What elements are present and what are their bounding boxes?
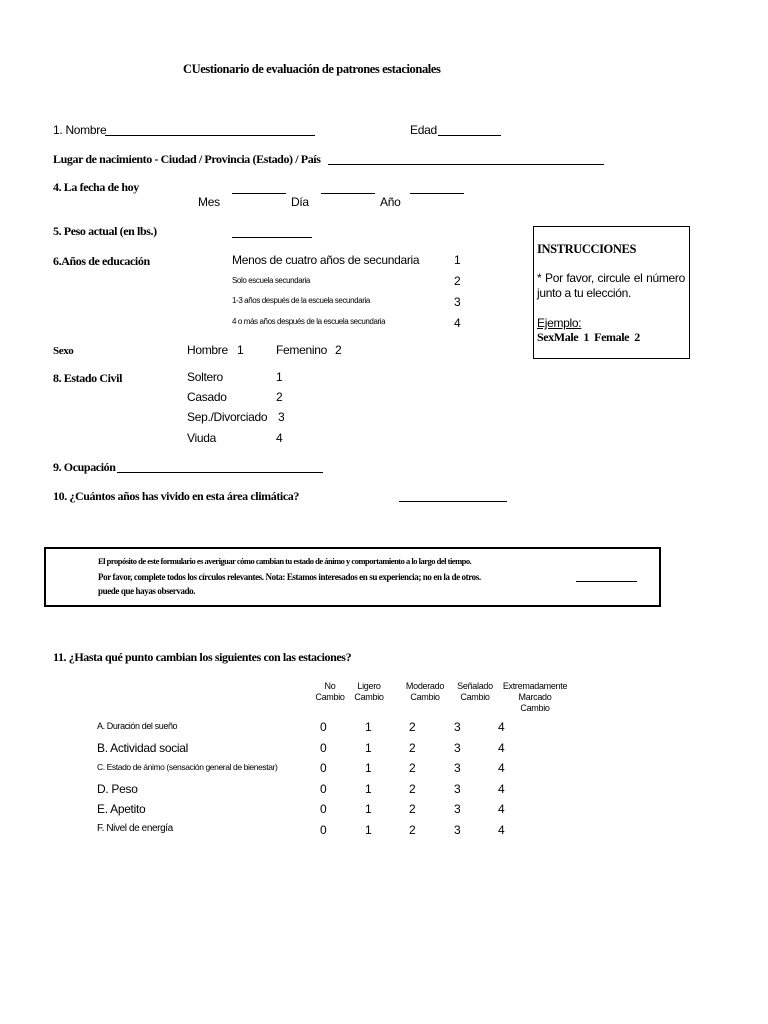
scale-value[interactable]: 3 [454,761,461,775]
scale-header-line: Cambio [410,692,440,702]
anios-area-label: 10. ¿Cuántos años has vivido en esta área climática? [53,489,299,503]
nombre-label: 1. Nombre [53,123,107,137]
item-label: A. Duración del sueño [97,721,178,731]
sex-option-label: Hombre [187,343,228,357]
dia-field[interactable] [321,193,375,194]
scale-header-line: Cambio [315,692,345,702]
edad-field[interactable] [438,135,501,136]
education-option-value[interactable]: 1 [454,253,461,267]
scale-header-line: Marcado [518,692,552,702]
peso-field[interactable] [232,237,312,238]
purpose-field[interactable] [576,581,637,582]
civil-option-label: Casado [187,390,227,404]
anios-area-field[interactable] [399,501,507,502]
purpose-box [44,547,661,607]
scale-header [349,681,389,703]
sexo-label: Sexo [53,345,74,357]
peso-label: 5. Peso actual (en lbs.) [53,224,157,238]
scale-header-line: Moderado [405,681,445,691]
scale-value[interactable]: 1 [365,741,372,755]
nombre-field[interactable] [105,135,315,136]
scale-value[interactable]: 1 [365,761,372,775]
scale-header-line: Cambio [520,703,550,713]
education-option-label: 1-3 años después de la escuela secundaria [232,296,370,305]
scale-value[interactable]: 0 [320,802,327,816]
mes-label: Mes [198,195,220,209]
scale-value[interactable]: 2 [409,823,416,837]
education-option-label: Solo escuela secundaria [232,276,310,285]
scale-value[interactable]: 4 [498,782,505,796]
purpose-line-2: Por favor, complete todos los círculos relevantes. Nota: Estamos interesados en su experiencia; no en la de otros. [98,572,481,582]
scale-value[interactable]: 1 [365,802,372,816]
question-11-label: 11. ¿Hasta qué punto cambian los siguientes con las estaciones? [53,650,352,664]
education-option-label: 4 o más años después de la escuela secundaria [232,317,386,326]
sex-option-value[interactable]: 1 [237,343,244,357]
scale-value[interactable]: 4 [498,741,505,755]
scale-value[interactable]: 0 [320,741,327,755]
anio-field[interactable] [410,193,464,194]
sex-option-label: Femenino [276,343,327,357]
scale-value[interactable]: 2 [409,741,416,755]
scale-header [398,681,452,703]
scale-value[interactable]: 2 [409,761,416,775]
scale-header-line: Cambio [354,692,384,702]
purpose-line-3: puede que hayas observado. [98,586,196,596]
scale-value[interactable]: 0 [320,761,327,775]
ocupacion-label: 9. Ocupación [53,460,116,474]
scale-value[interactable]: 3 [454,782,461,796]
item-label: E. Apetito [97,802,146,816]
scale-header [310,681,350,703]
scale-value[interactable]: 2 [409,782,416,796]
item-label: F. Nivel de energía [97,823,173,834]
civil-option-value[interactable]: 2 [276,390,283,404]
civil-option-value[interactable]: 4 [276,431,283,445]
lugar-label: Lugar de nacimiento - Ciudad / Provincia (Estado) / País [53,152,321,166]
mes-field[interactable] [232,193,286,194]
scale-value[interactable]: 2 [409,720,416,734]
scale-value[interactable]: 1 [365,823,372,837]
educacion-label: 6.Años de educación [53,254,150,268]
page-title: CUestionario de evaluación de patrones estacionales [183,62,441,76]
scale-value[interactable]: 1 [365,782,372,796]
scale-header-line: Señalado [457,681,493,691]
education-option-label: Menos de cuatro años de secundaria [232,253,420,267]
item-label: D. Peso [97,782,138,796]
estado-civil-label: 8. Estado Civil [53,371,123,385]
scale-value[interactable]: 2 [409,802,416,816]
scale-header-line: Cambio [460,692,490,702]
scale-value[interactable]: 4 [498,802,505,816]
scale-value[interactable]: 3 [454,823,461,837]
scale-value[interactable]: 3 [454,720,461,734]
fecha-label: 4. La fecha de hoy [53,180,139,194]
edad-label: Edad [410,123,437,137]
scale-value[interactable]: 0 [320,782,327,796]
item-label: B. Actividad social [97,741,189,755]
instructions-heading: INSTRUCCIONES [537,242,636,256]
scale-header [492,681,578,714]
item-label: C. Estado de ánimo (sensación general de bienestar) [97,762,278,772]
civil-option-label: Viuda [187,431,216,445]
education-option-value[interactable]: 4 [454,316,461,330]
education-option-value[interactable]: 2 [454,274,461,288]
civil-option-label: Sep./Divorciado [187,410,268,424]
civil-option-label: Soltero [187,370,223,384]
scale-value[interactable]: 3 [454,802,461,816]
scale-value[interactable]: 0 [320,720,327,734]
example-text: SexMale 1 Female 2 [537,330,640,344]
scale-value[interactable]: 4 [498,823,505,837]
scale-header-line: Extremadamente [502,681,568,691]
scale-header-line: Ligero [357,681,381,691]
dia-label: Día [291,195,309,209]
civil-option-value[interactable]: 1 [276,370,283,384]
scale-value[interactable]: 0 [320,823,327,837]
civil-option-value[interactable]: 3 [278,410,285,424]
instructions-box [533,226,690,359]
education-option-value[interactable]: 3 [454,295,461,309]
ocupacion-field[interactable] [117,472,323,473]
scale-value[interactable]: 4 [498,761,505,775]
instructions-text: * Por favor, circule el número junto a tu elección. [537,271,685,300]
lugar-field[interactable] [328,164,604,165]
example-label: Ejemplo: [537,316,582,330]
sex-option-value[interactable]: 2 [335,343,342,357]
scale-header-line: No [324,681,336,691]
scale-value[interactable]: 4 [498,720,505,734]
scale-value[interactable]: 3 [454,741,461,755]
purpose-line-1: El propósito de este formulario es averiguar cómo cambian tu estado de ánimo y comportamiento a lo largo del tiempo. [98,556,472,566]
scale-value[interactable]: 1 [365,720,372,734]
anio-label: Año [380,195,401,209]
